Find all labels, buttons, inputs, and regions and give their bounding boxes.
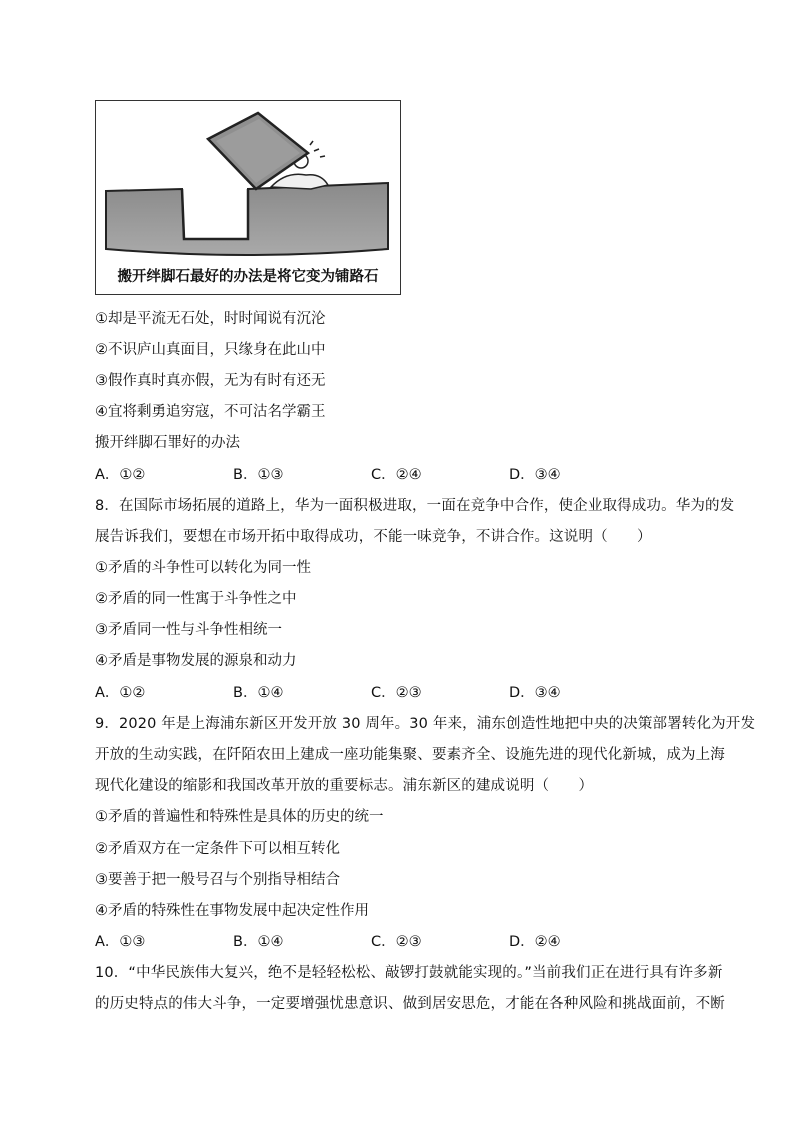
q9-option-a[interactable]: A．①③ xyxy=(95,934,146,950)
q7-item-1: ①却是平流无石处，时时闻说有沉沦 xyxy=(95,311,326,327)
q8-item-4: ④矛盾是事物发展的源泉和动力 xyxy=(95,653,297,669)
q7-item-4: ④宜将剩勇追穷寇，不可沽名学霸王 xyxy=(95,404,326,420)
q7-option-d[interactable]: D．③④ xyxy=(509,467,561,483)
q9-item-1: ①矛盾的普遍性和特殊性是具体的历史的统一 xyxy=(95,809,384,825)
q8-item-1: ①矛盾的斗争性可以转化为同一性 xyxy=(95,560,311,576)
q7-item-3: ③假作真时真亦假，无为有时有还无 xyxy=(95,373,326,389)
q8-stem-line-2: 展告诉我们，要想在市场开拓中取得成功，不能一味竞争，不讲合作。这说明（ ） xyxy=(95,529,652,545)
q10-stem-line-2: 的历史特点的伟大斗争，一定要增强忧患意识、做到居安思危，才能在各种风险和挑战面前，不断 xyxy=(95,996,725,1012)
q7-option-a[interactable]: A．①② xyxy=(95,467,146,483)
q8-option-b[interactable]: B．①④ xyxy=(233,685,284,701)
q7-option-b[interactable]: B．①③ xyxy=(233,467,284,483)
q8-item-2: ②矛盾的同一性寓于斗争性之中 xyxy=(95,591,297,607)
q9-option-d[interactable]: D．②④ xyxy=(509,934,561,950)
q9-item-3: ③要善于把一般号召与个别指导相结合 xyxy=(95,872,340,888)
q8-item-3: ③矛盾同一性与斗争性相统一 xyxy=(95,622,282,638)
figure-caption: 搬开绊脚石最好的办法是将它变为铺路石 xyxy=(117,269,379,285)
cartoon-illustration xyxy=(96,101,400,261)
q7-tail-text: 搬开绊脚石罪好的办法 xyxy=(95,435,240,451)
q9-item-2: ②矛盾双方在一定条件下可以相互转化 xyxy=(95,841,340,857)
q8-option-a[interactable]: A．①② xyxy=(95,685,146,701)
person-shape xyxy=(271,174,328,189)
q8-option-c[interactable]: C．②③ xyxy=(371,685,422,701)
q8-stem-line-1: 8．在国际市场拓展的道路上，华为一面积极进取，一面在竞争中合作，使企业取得成功。华为的发 xyxy=(95,498,735,514)
q9-stem-line-3: 现代化建设的缩影和我国改革开放的重要标志。浦东新区的建成说明（ ） xyxy=(95,778,594,794)
q8-option-d[interactable]: D．③④ xyxy=(509,685,561,701)
q9-option-c[interactable]: C．②③ xyxy=(371,934,422,950)
q9-stem-line-2: 开放的生动实践，在阡陌农田上建成一座功能集聚、要素齐全、设施先进的现代化新城，成为上海 xyxy=(95,747,725,763)
q9-item-4: ④矛盾的特殊性在事物发展中起决定性作用 xyxy=(95,903,369,919)
q9-stem-line-1: 9．2020 年是上海浦东新区开发开放 30 周年。30 年来，浦东创造性地把中央的决策部署转化为开发 xyxy=(95,716,756,732)
q9-option-b[interactable]: B．①④ xyxy=(233,934,284,950)
cartoon-figure xyxy=(95,100,401,295)
q10-stem-line-1: 10．“中华民族伟大复兴，绝不是轻轻松松、敲锣打鼓就能实现的。”当前我们正在进行具有许多新 xyxy=(95,965,723,981)
q7-item-2: ②不识庐山真面目，只缘身在此山中 xyxy=(95,342,326,358)
q7-option-c[interactable]: C．②④ xyxy=(371,467,422,483)
